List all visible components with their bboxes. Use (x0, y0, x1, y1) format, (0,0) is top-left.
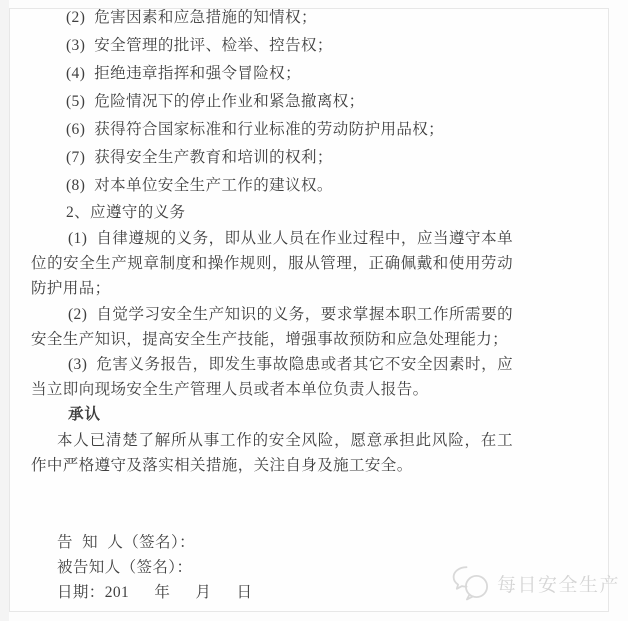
item-text: 拒绝违章指挥和强令冒险权； (94, 65, 301, 82)
item-number: (2) (66, 9, 86, 26)
commitment-heading: 承认 (68, 406, 102, 424)
item-number: (5) (66, 93, 86, 110)
item-text: 对本单位安全生产工作的建议权。 (94, 177, 333, 194)
item-text: 危害因素和应急措施的知情权； (94, 9, 317, 26)
commitment-paragraph: 本人已清楚了解所从事工作的安全风险，愿意承担此风险，在工作中严格遵守及落实相关措施，关注自身及施工安全。 (31, 431, 513, 474)
item-number: (7) (66, 149, 86, 166)
page-left-edge-shade (0, 0, 9, 621)
wechat-logo-icon (450, 564, 492, 602)
item-number: (1) (68, 230, 88, 247)
obligation-paragraph (31, 352, 513, 402)
rights-item (31, 60, 513, 88)
obligations-header: 2、应遵守的义务 (66, 204, 186, 221)
item-number: (6) (66, 121, 86, 138)
document-body (31, 4, 513, 605)
date-line: 日期：201 年 月 日 (57, 584, 253, 602)
paragraph-text: 自觉学习安全生产知识的义务，要求掌握本职工作所需要的安全生产知识，提高安全生产技能，增强事故预防和应急处理能力； (31, 305, 513, 348)
item-number: (2) (68, 305, 88, 323)
watermark (450, 563, 621, 603)
signature-block (57, 530, 513, 605)
item-number: (3) (68, 356, 88, 374)
paragraph-text: 自律遵规的义务，即从业人员在作业过程中，应当遵守本单位的安全生产规章制度和操作规则，服从管理，正确佩戴和使用劳动防护用品； (31, 230, 513, 298)
item-text: 获得符合国家标准和行业标准的劳动防护用品权； (94, 121, 445, 138)
obligation-paragraph (31, 226, 513, 302)
item-number: (8) (66, 177, 86, 194)
rights-item (31, 144, 513, 172)
rights-item (31, 32, 513, 60)
item-number: (3) (66, 37, 86, 54)
item-number: (4) (66, 65, 86, 82)
informee-signature-line: 被告知人（签名）： (57, 559, 193, 577)
rights-item (31, 172, 513, 200)
item-text: 获得安全生产教育和培训的权利； (94, 149, 333, 166)
item-text: 安全管理的批评、检举、控告权； (94, 37, 333, 54)
item-text: 危险情况下的停止作业和紧急撤离权； (94, 93, 365, 110)
rights-item (31, 88, 513, 116)
rights-item (31, 116, 513, 144)
obligation-paragraph (31, 302, 513, 352)
rights-item (31, 4, 513, 32)
rights-list (31, 4, 513, 200)
watermark-text: 每日安全生产 (497, 574, 621, 596)
informer-signature-line: 告 知 人（签名）： (57, 534, 196, 552)
paragraph-text: 危害义务报告，即发生事故隐患或者其它不安全因素时，应当立即向现场安全生产管理人员或者本单位负责人报告。 (31, 356, 513, 399)
